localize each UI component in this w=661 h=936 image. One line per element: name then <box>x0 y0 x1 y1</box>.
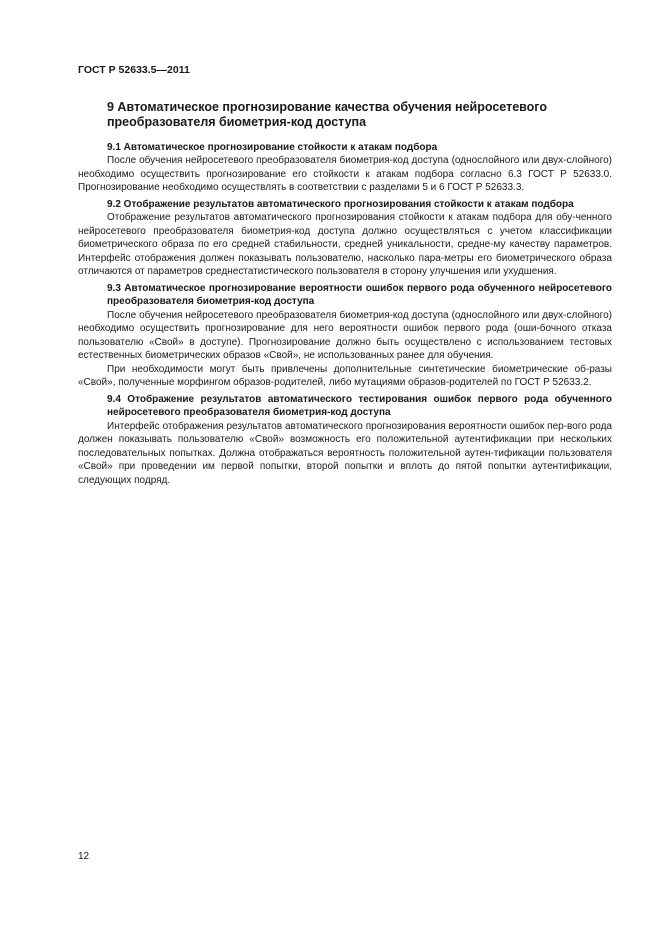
document-page <box>78 64 612 490</box>
subsection-9-4 <box>78 393 612 488</box>
paragraph: После обучения нейросетевого преобразователя биометрия-код доступа (однослойного или двух-слойного) необходимо осуществить прогнозирование для него вероятности ошибок первого рода (оши-бочного отказа пользователю «Свой» в доступе). Прогнозирование должно быть осуществлено с использованием тестовых естественных биометрических образов «Свой», не использованных ранее для обучения. <box>78 309 612 361</box>
subsection-9-2 <box>78 198 612 279</box>
subsection-9-2-title: 9.2 Отображение результатов автоматического прогнозирования стойкости к атакам подбора <box>107 198 574 210</box>
subsection-9-1-title: 9.1 Автоматическое прогнозирование стойкости к атакам подбора <box>107 141 438 153</box>
paragraph: Отображение результатов автоматического прогнозирования стойкости к атакам подбора для обу-ченного нейросетевого преобразователя биометрия-код доступа должно осуществляться с учетом классификации биометрического образа по его средней стабильности, средней уникальности, средне-му качеству параметров. Интерфейс отображения должен показывать пользователю, насколько пара-метры его биометрического образа отличаются от параметров среднестатистического пользователя в сторону улучшения или ухудшения. <box>78 212 612 277</box>
subsection-9-3 <box>78 282 612 390</box>
standard-code-header: ГОСТ Р 52633.5—2011 <box>78 64 190 76</box>
paragraph: Интерфейс отображения результатов автоматического прогнозирования вероятности ошибок пер-вого рода должен показывать пользователю «Свой» возможность его положительной аутентификации при нескольких последовательных попытках. Должна отображаться вероятность положительной аутен-тификации пользователя «Свой» при проведении им первой попытки, второй попытки и вплоть до пятой попытки аутентификации, следующих подряд. <box>78 420 612 486</box>
paragraph: После обучения нейросетевого преобразователя биометрия-код доступа (однослойного или двух-слойного) необходимо осуществить прогнозирование его стойкости к атакам подбора согласно 6.3 ГОСТ Р 52633.0. Прогнозирование необходимо осуществлять в соответствии с разделами 5 и 6 ГОСТ Р 52633.3. <box>78 155 612 193</box>
paragraph: При необходимости могут быть привлечены дополнительные синтетические биометрические об-разы «Свой», полученные морфингом образов-родителей, либо мутациями образов-родителей по ГОСТ Р 52633.2. <box>78 363 612 388</box>
section-9-title: 9 Автоматическое прогнозирование качества обучения нейросетевого преобразователя биометрия-код доступа <box>107 99 547 129</box>
subsection-9-3-title: 9.3 Автоматическое прогнозирование вероятности ошибок первого рода обученного нейросетевого преобразователя биометрия-код доступа <box>107 282 612 307</box>
page-number: 12 <box>78 851 90 862</box>
subsection-9-4-title: 9.4 Отображение результатов автоматического тестирования ошибок первого рода обученного нейросетевого преобразователя биометрия-код доступа <box>107 393 612 418</box>
subsection-9-1 <box>78 141 612 195</box>
